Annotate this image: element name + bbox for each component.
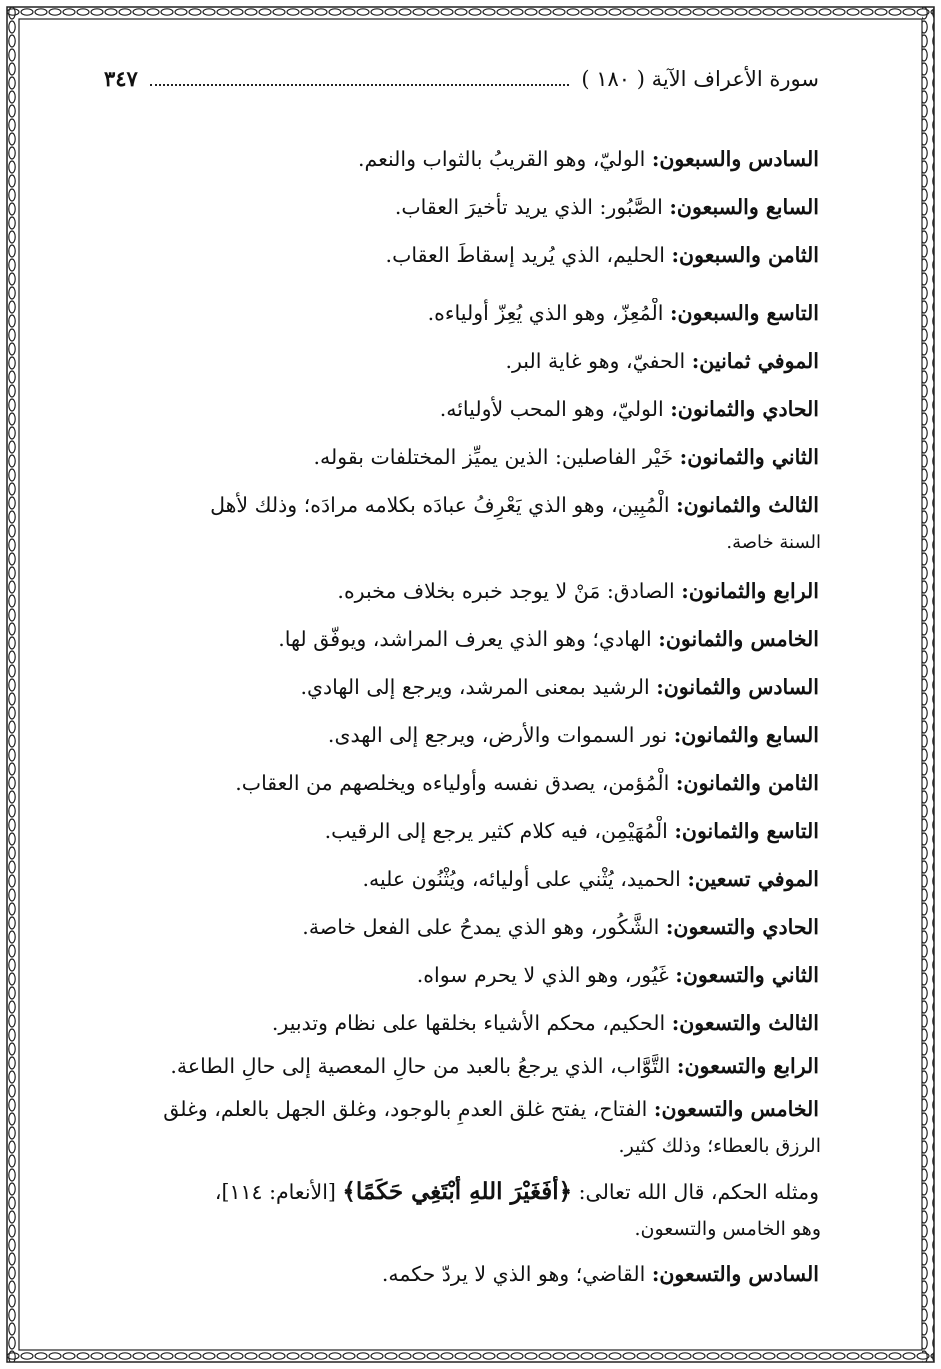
item-text: الصَّبُور: الذي يريد تأخيرَ العقاب.: [394, 195, 670, 219]
item-label: التاسع والثمانون:: [674, 819, 819, 843]
item-text: الْمُعِزّ، وهو الذي يُعِزّ أولياءه.: [427, 301, 670, 325]
item-text: الْمُبِين، وهو الذي يَعْرِفُ عبادَه بكلامه مرادَه؛ وذلك لأهل: [210, 493, 677, 517]
item-label: الرابع والثمانون:: [681, 579, 819, 603]
item-label: السابع والسبعون:: [669, 195, 819, 219]
text-line: [104, 442, 819, 490]
quran-verse: ﴿أَفَغَيْرَ اللهِ أَبْتَغِي حَكَمًا﴾: [342, 1178, 573, 1205]
item-text: الرزق بالعطاء؛ وذلك كثير.: [618, 1135, 821, 1157]
text-line: [104, 394, 819, 442]
running-header: [104, 66, 819, 110]
item-label: السابع والثمانون:: [673, 723, 819, 747]
header-title: سورة الأعراف الآية ( ١٨٠ ): [581, 67, 819, 91]
text-line: [102, 1094, 819, 1131]
text-line: [104, 672, 819, 720]
text-line-continuation: [4, 1214, 821, 1259]
text-line: [104, 912, 819, 960]
item-label: الخامس والثمانون:: [658, 627, 819, 651]
text-line: [104, 192, 819, 240]
text-line: [104, 816, 819, 864]
item-text: خَيْر الفاصلين: الذين يميِّز المختلفات بقوله.: [313, 445, 680, 469]
item-text: غَيُور، وهو الذي لا يحرم سواه.: [416, 963, 676, 987]
item-label: السادس والسبعون:: [651, 147, 819, 171]
item-label: الثامن والسبعون:: [671, 243, 819, 267]
text-line: [104, 720, 819, 768]
item-label: الثاني والتسعون:: [675, 963, 819, 987]
item-label: السادس والتسعون:: [651, 1262, 819, 1286]
item-text: الوليّ، وهو القريبُ بالثواب والنعم.: [357, 147, 652, 171]
text-line: [104, 960, 819, 1008]
text-body: [104, 144, 819, 1307]
item-text: الفتاح، يفتح غلق العدمِ بالوجود، وغلق الجهل بالعلم، وغلق: [163, 1097, 654, 1121]
item-text: الرشيد بمعنى المرشد، ويرجع إلى الهادي.: [300, 675, 657, 699]
item-label: الثامن والثمانون:: [675, 771, 819, 795]
item-label: الرابع والتسعون:: [676, 1054, 819, 1078]
item-text: الحفيّ، وهو غاية البر.: [505, 349, 692, 373]
item-text: الْمُهَيْمِن، فيه كلام كثير يرجع إلى الرقيب.: [324, 819, 675, 843]
item-label: التاسع والسبعون:: [669, 301, 819, 325]
item-label: الموفي ثمانين:: [691, 349, 819, 373]
item-label: الحادي والثمانون:: [670, 397, 819, 421]
text-line: [104, 768, 819, 816]
item-text: الشَّكُور، وهو الذي يمدحُ على الفعل خاصة.: [302, 915, 666, 939]
item-text: الْمُؤمن، يصدق نفسه وأولياءه ويخلصهم من العقاب.: [235, 771, 676, 795]
item-label: السادس والثمانون:: [656, 675, 819, 699]
header-dot-leader: [150, 84, 570, 86]
page-number: ٣٤٧: [104, 66, 138, 91]
item-text: الحكيم، محكم الأشياء بخلقها على نظام وتدبير.: [271, 1011, 672, 1035]
item-text: الحميد، يُثْني على أوليائه، ويُثْنُون عليه.: [362, 867, 688, 891]
item-text: القاضي؛ وهو الذي لا يردّ حكمه.: [381, 1262, 652, 1286]
item-text: ومثله الحكم، قال الله تعالى:: [572, 1180, 819, 1204]
item-label: الثاني والثمانون:: [679, 445, 819, 469]
text-line: [104, 490, 819, 527]
text-line: [104, 144, 819, 192]
text-line: [104, 240, 819, 298]
item-label: الثالث والتسعون:: [671, 1011, 819, 1035]
text-line: [104, 624, 819, 672]
page-content: [104, 66, 819, 1307]
item-label: الحادي والتسعون:: [665, 915, 819, 939]
text-line: [104, 298, 819, 346]
item-text: نور السموات والأرض، ويرجع إلى الهدى.: [327, 723, 674, 747]
text-line: [104, 1259, 819, 1307]
text-line: [104, 1051, 819, 1094]
item-label: الخامس والتسعون:: [653, 1097, 819, 1121]
text-line: [104, 576, 819, 624]
item-text: الحليم، الذي يُريد إسقاطَ العقاب.: [385, 243, 672, 267]
text-line-continuation: [4, 1131, 821, 1176]
item-label: الموفي تسعين:: [687, 867, 819, 891]
item-label: الثالث والثمانون:: [676, 493, 819, 517]
item-text: وهو الخامس والتسعون.: [634, 1218, 821, 1240]
text-line: [104, 864, 819, 912]
item-text: السنة خاصة.: [726, 532, 821, 553]
item-text: الهادي؛ وهو الذي يعرف المراشد، ويوفّق لها.: [278, 627, 659, 651]
verse-reference: [الأنعام: ١١٤]،: [214, 1180, 343, 1204]
item-text: الوليّ، وهو المحب لأوليائه.: [439, 397, 671, 421]
text-line: [104, 346, 819, 394]
item-text: الصادق: مَنْ لا يوجد خبره بخلاف مخبره.: [337, 579, 682, 603]
text-line: [104, 1008, 819, 1051]
text-line-continuation: [4, 527, 821, 576]
text-line: [102, 1176, 819, 1214]
item-text: التَّوَّاب، الذي يرجعُ بالعبد من حالِ المعصية إلى حالِ الطاعة.: [170, 1054, 677, 1078]
